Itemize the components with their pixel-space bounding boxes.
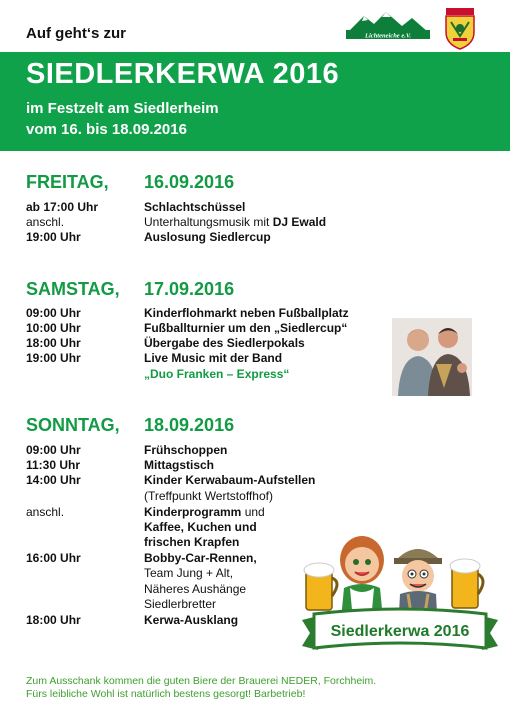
crest-logo [443,8,477,50]
day-date: 16.09.2016 [144,172,235,192]
row-event-text: Unterhaltungsmusik mit [144,215,273,229]
row-event: Auslosung Siedlercup [144,230,271,244]
row-time: 09:00 Uhr [26,306,81,320]
row-time: 16:00 Uhr [26,551,81,565]
row-event: Siedlerbretter [144,597,217,611]
row-event [144,505,265,520]
row-time: 18:00 Uhr [26,336,81,350]
day-date: 17.09.2016 [144,279,235,299]
mascot-illustration [300,520,500,655]
band-photo [392,318,472,396]
row-event: Live Music mit der Band [144,351,283,365]
day-date: 18.09.2016 [144,415,235,435]
row-event: Schlachtschüssel [144,200,246,214]
day-name: FREITAG, [26,172,109,192]
day-name: SONNTAG, [26,415,120,435]
day-name: SAMSTAG, [26,279,120,299]
row-time: 09:00 Uhr [26,443,81,457]
row-event: frischen Krapfen [144,535,240,549]
siedlergemeinschaft-logo [346,10,430,40]
row-event: (Treffpunkt Wertstoffhof) [144,489,273,503]
footer-line-brewery: Zum Ausschank kommen die guten Biere der Brauerei NEDER, Forchheim. [26,675,377,687]
row-event: Kinderflohmarkt neben Fußballplatz [144,306,349,320]
row-event: Bobby-Car-Rennen, [144,551,257,565]
page-title: SIEDLERKERWA 2016 [26,58,340,90]
row-time: 11:30 Uhr [26,458,81,472]
row-event: Mittagstisch [144,458,215,472]
day-heading-saturday [26,279,235,300]
logo-text: Lichteneiche e.V. [365,32,411,40]
row-event: Näheres Aushänge [144,582,247,596]
row-event: Team Jung + Alt, [144,566,234,580]
row-event: Kerwa-Ausklang [144,613,239,627]
row-event-bold: Kinderprogramm [144,505,242,519]
day-heading-sunday [26,415,235,436]
row-time: 10:00 Uhr [26,321,81,335]
day-heading-friday [26,172,235,193]
row-event-text: und [241,505,265,519]
row-event-band: „Duo Franken – Express“ [144,367,290,381]
footer [26,675,376,701]
row-time: anschl. [26,505,65,519]
footer-line-catering: Fürs leibliche Wohl ist natürlich bestens gesorgt! Barbetrieb! [26,688,306,700]
row-event-dj: DJ Ewald [272,215,327,229]
intro-text: Auf geht‘s zur [26,25,126,42]
banner-location: im Festzelt am Siedlerheim [26,100,219,117]
row-event [144,215,326,230]
row-event: Frühschoppen [144,443,228,457]
row-time: anschl. [26,215,65,229]
row-time: 18:00 Uhr [26,613,81,627]
title-banner [0,52,510,151]
row-time: ab 17:00 Uhr [26,200,99,214]
row-event: Kinder Kerwabaum-Aufstellen [144,473,316,487]
row-time: 19:00 Uhr [26,351,81,365]
banner-dates: vom 16. bis 18.09.2016 [26,121,187,138]
row-event: Fußballturnier um den „Siedlercup“ [144,321,348,335]
row-event: Übergabe des Siedlerpokals [144,336,305,350]
row-time: 14:00 Uhr [26,473,81,487]
row-time: 19:00 Uhr [26,230,81,244]
row-event: Kaffee, Kuchen und [144,520,257,534]
mascot-banner-text: Siedlerkerwa 2016 [330,623,470,640]
